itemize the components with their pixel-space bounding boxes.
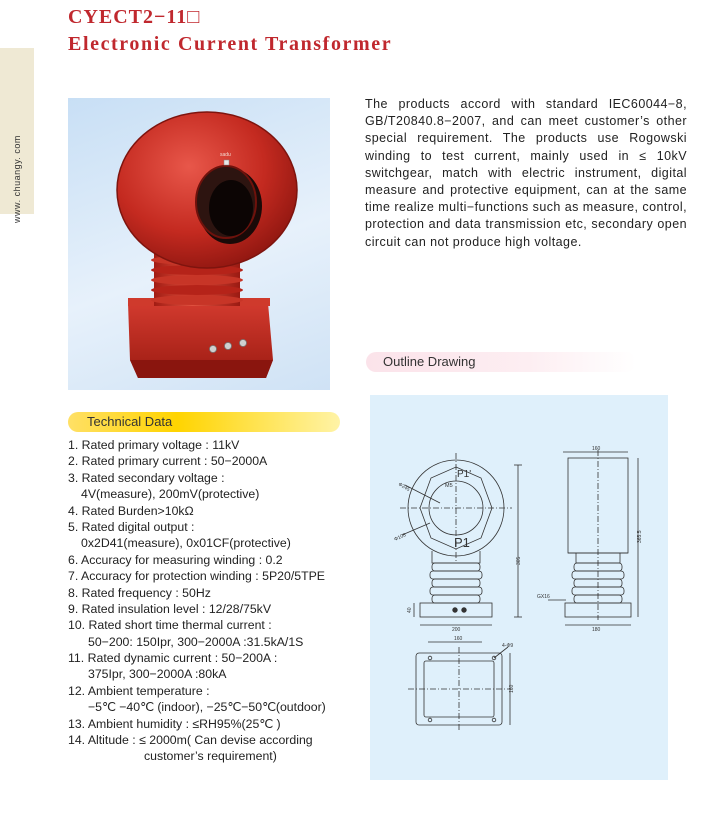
label-plan-top: 160 <box>454 636 463 642</box>
label-plan-holes: 4-Φ9 <box>502 643 514 649</box>
label-gx16: GX16 <box>537 594 550 600</box>
website-label[interactable]: www. chuangy. com <box>12 135 22 223</box>
nameplate-text: sadu <box>220 152 231 158</box>
spec-line: customer’s requirement) <box>144 749 277 764</box>
product-photo <box>68 98 330 390</box>
spec-line: 4. Rated Burden>10kΩ <box>68 503 194 518</box>
spec-line: 8. Rated frequency : 50Hz <box>68 585 211 600</box>
product-title: Electronic Current Transformer <box>68 33 393 55</box>
label-dia-inner: Φ108 <box>393 532 408 543</box>
product-description: The products accord with standard IEC60044−8, GB/T20840.8−2007, and can meet customer’s other special requirement. The products use Rogowski winding to test current, mainly used in ≤ 10kV switchgear, match with electric instrument, digital measure and protective equipment, can at the same time realize multi−functions such as measure, control, protection and data transmission etc, secondary open circuit can not produce high voltage. <box>365 97 687 249</box>
label-plan-side: 160 <box>509 684 515 693</box>
spec-line: 10. Rated short time thermal current : <box>68 618 272 633</box>
label-p1: P1 <box>454 535 470 550</box>
spec-list <box>68 437 358 765</box>
spec-line: 11. Rated dynamic current : 50−200A : <box>68 651 278 666</box>
spec-line: 3. Rated secondary voltage : <box>68 470 225 485</box>
spec-line: 2. Rated primary current : 50−2000A <box>68 454 268 469</box>
spec-line: 13. Ambient humidity : ≤RH95%(25℃ ) <box>68 716 281 731</box>
spec-line: 5. Rated digital output : <box>68 519 195 534</box>
label-dia-outer: Φ245 <box>397 481 411 493</box>
outline-drawing-heading: Outline Drawing <box>366 352 636 372</box>
spec-line: 1. Rated primary voltage : 11kV <box>68 438 240 452</box>
transformer-illustration <box>68 98 330 390</box>
technical-data-heading: Technical Data <box>68 412 340 432</box>
spec-line: 4V(measure), 200mV(protective) <box>81 487 260 502</box>
spec-line: −5℃ −40℃ (indoor), −25℃−50℃(outdoor) <box>88 700 326 715</box>
label-base-height: 40 <box>407 607 413 613</box>
label-p1-top: P1' <box>457 469 472 480</box>
outline-drawing-svg <box>370 395 668 780</box>
label-height: 305 <box>516 556 522 565</box>
label-side-height: 365.5 <box>637 530 643 543</box>
outline-drawing <box>370 395 668 780</box>
spec-line: 375Ipr, 300−2000A :80kA <box>88 667 227 682</box>
label-side-top: 160 <box>592 446 601 452</box>
label-base-width: 200 <box>452 627 461 633</box>
model-title: CYECT2−11□ <box>68 6 201 28</box>
spec-line: 9. Rated insulation level : 12/28/75kV <box>68 601 272 616</box>
sidebar-band <box>0 48 34 223</box>
label-side-base: 180 <box>592 627 601 633</box>
spec-line: 7. Accuracy for protection winding : 5P20/5TPE <box>68 569 326 584</box>
spec-line: 0x2D41(measure), 0x01CF(protective) <box>81 536 291 551</box>
spec-line: 6. Accuracy for measuring winding : 0.2 <box>68 552 283 567</box>
spec-line: 14. Altitude : ≤ 2000m( Can devise according <box>68 733 313 748</box>
spec-line: 12. Ambient temperature : <box>68 683 210 698</box>
label-m5: M5 <box>445 483 453 489</box>
spec-line: 50−200: 150Ipr, 300−2000A :31.5kA/1S <box>88 634 304 649</box>
